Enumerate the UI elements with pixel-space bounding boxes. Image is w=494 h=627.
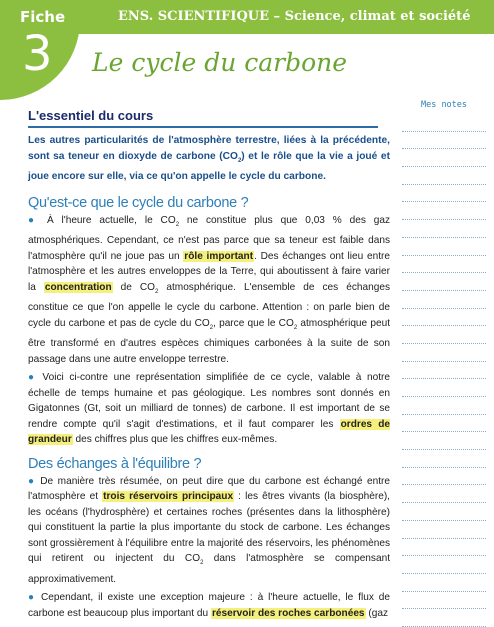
note-line [402,362,486,380]
notes-column [402,100,486,627]
note-line [402,344,486,362]
note-line [402,256,486,274]
note-line [402,149,486,167]
paragraph-3: ● De manière très résumée, on peut dire que du carbone est échangé entre l'atmosphère et trois réservoirs principaux : les êtres vivants (la biosphère), les océans (l'hydrosphère) et certaines roches (présentes dans la lithosphère) qui constituent la partie la plus importante du stock de carbone. Les échanges sont grossièrement à l'équilibre entre la majorité des réservoirs, les phénomènes qui retirent ou injectent du $CO_2$ dans l'atmosphère se compensant approximativement. [28,475,391,585]
note-line [402,609,486,627]
note-line [402,238,486,256]
paragraph-2: ● Voici ci-contre une représentation simplifiée de ce cycle, valable à notre échelle de temps humaine et pas géologique. Les nombres sont donnés en Gigatonnes (Gt, soit un milliard de tonnes) de carbone. Il est important de se rendre compte qu'il s'agit d'estimations, et il faut comparer les ordres de grandeur des chiffres plus que les chiffres eux-mêmes. [28,372,391,446]
page-title: Le cycle du carbone [92,48,348,77]
notes-lines [402,114,486,627]
heading-equilibre: Des échanges à l'équilibre ? [28,455,202,472]
note-line [402,167,486,185]
fiche-label: Fiche [20,8,66,26]
fiche-number: 3 [22,26,53,82]
note-line [402,539,486,557]
note-line [402,379,486,397]
bullet-icon: ● [28,475,36,487]
notes-title: Mes notes [420,100,468,110]
note-line [402,450,486,468]
intro-paragraph: Les autres particularités de l'atmosphère terrestre, liées à la précédente, sont sa teneur en dioxyde de carbone $(CO_2)$ et le rôle que la vie a joué et joue encore sur elle, via ce qu'on appelle le cycle du carbone. [28,135,390,183]
highlight: concentration [44,281,112,293]
note-line [402,485,486,503]
note-line [402,273,486,291]
bullet-icon: ● [28,214,40,226]
note-line [402,185,486,203]
heading-cycle: Qu'est-ce que le cycle du carbone ? [28,194,249,211]
note-line [402,326,486,344]
highlight: rôle important [184,250,254,262]
note-line [402,574,486,592]
note-line [402,556,486,574]
note-line [402,468,486,486]
note-line [402,114,486,132]
series-title: ENS. SCIENTIFIQUE – Science, climat et société [118,9,471,24]
highlight: trois réservoirs principaux [103,491,234,503]
bullet-icon: ● [28,372,37,384]
note-line [402,432,486,450]
note-line [402,415,486,433]
note-line [402,291,486,309]
note-line [402,202,486,220]
note-line [402,397,486,415]
highlight: réservoir des roches carbonées [211,607,365,619]
paragraph-4: ● Cependant, il existe une exception majeure : à l'heure actuelle, le flux de carbone est beaucoup plus important du réservoir des roches carbonées (gaz [28,592,390,619]
main-content [28,108,390,621]
highlight: ordres de grandeur [28,418,390,446]
note-line [402,521,486,539]
note-line [402,592,486,610]
note-line [402,220,486,238]
section-label: L'essentiel du cours [28,108,378,128]
note-line [402,503,486,521]
paragraph-1: ● À l'heure actuelle, le $CO_2$ ne constitue plus que 0,03 % des gaz atmosphériques. Cependant, ce n'est pas parce que sa teneur est faible dans l'atmosphère qu'il ne joue pas un rôle important. Des échanges ont lieu entre l'atmosphère et les autres enveloppes de la Terre, qui aboutissent à faire varier la concentration de $CO_2$ atmosphérique. L'ensemble de ces échanges constitue ce que l'on appelle le cycle du carbone. Attention : on parle bien de cycle du carbone et pas de cycle du $CO_2$, parce que le $CO_2$ atmosphérique peut être transformé en d'autres espèces chimiques carbonées à la suite de son passage dans une autre enveloppe terrestre. [28,214,391,365]
note-line [402,132,486,150]
bullet-icon: ● [28,592,37,604]
note-line [402,309,486,327]
